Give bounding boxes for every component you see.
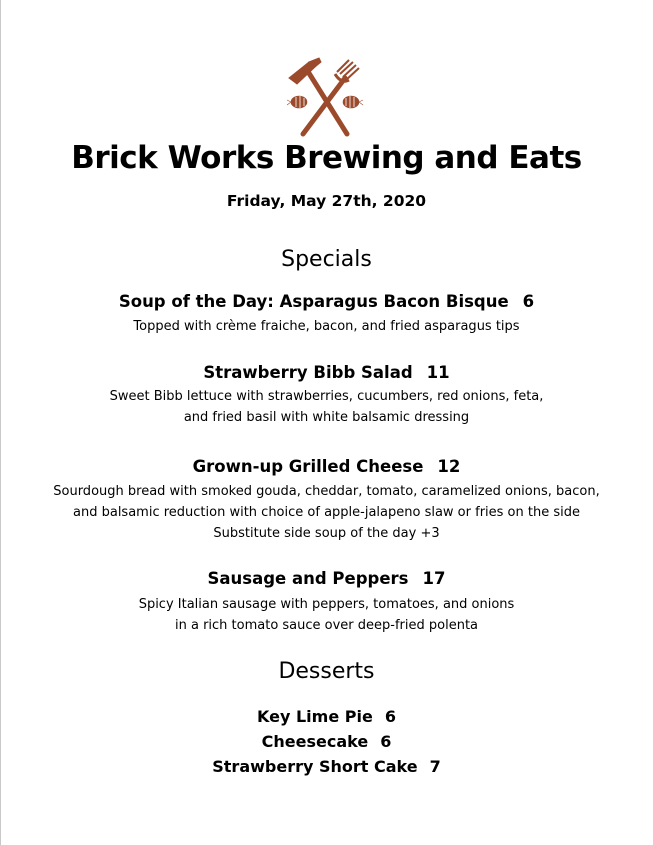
menu-item-price: 17	[422, 569, 446, 588]
description-line: Topped with crème fraiche, bacon, and fried asparagus tips	[133, 319, 520, 334]
menu-item-price: 12	[437, 457, 461, 476]
dessert-name: Strawberry Short Cake	[212, 757, 418, 776]
dessert-item	[0, 732, 653, 751]
menu-item-price: 11	[426, 363, 450, 382]
menu-item-name: Sausage and Peppers	[207, 569, 409, 588]
menu-date: Friday, May 27th, 2020	[226, 192, 427, 210]
desserts-heading: Desserts	[278, 659, 375, 684]
description-line: Sourdough bread with smoked gouda, cheddar, tomato, caramelized onions, bacon,	[53, 484, 600, 499]
menu-item-name: Strawberry Bibb Salad	[203, 363, 413, 382]
specials-heading: Specials	[281, 247, 372, 272]
menu-item-name: Soup of the Day: Asparagus Bacon Bisque	[118, 292, 509, 311]
description-line: and balsamic reduction with choice of apple-jalapeno slaw or fries on the side	[73, 505, 580, 520]
dessert-price: 7	[429, 757, 441, 776]
dessert-name: Cheesecake	[261, 732, 369, 751]
restaurant-title: Brick Works Brewing and Eats	[71, 140, 582, 176]
dessert-item	[0, 757, 653, 776]
description-line: Sweet Bibb lettuce with strawberries, cucumbers, red onions, feta,	[109, 389, 544, 404]
menu-item-title	[0, 363, 653, 382]
menu-item-description	[0, 594, 653, 636]
menu-item-title	[0, 457, 653, 476]
menu-item-description	[0, 386, 653, 428]
menu-item-name: Grown-up Grilled Cheese	[192, 457, 424, 476]
menu-item-title	[0, 569, 653, 588]
description-line: and fried basil with white balsamic dressing	[183, 410, 470, 425]
hammer-fork-hops-icon	[285, 56, 365, 140]
menu-item-description	[0, 316, 653, 337]
dessert-name: Key Lime Pie	[257, 707, 373, 726]
description-line: in a rich tomato sauce over deep-fried polenta	[174, 618, 479, 633]
menu-item-description	[0, 481, 653, 544]
dessert-item	[0, 707, 653, 726]
dessert-price: 6	[384, 707, 396, 726]
description-line: Substitute side soup of the day +3	[213, 526, 440, 541]
menu-item-price: 6	[522, 292, 535, 311]
menu-item-title	[0, 292, 653, 311]
dessert-price: 6	[380, 732, 392, 751]
description-line: Spicy Italian sausage with peppers, tomatoes, and onions	[138, 597, 515, 612]
